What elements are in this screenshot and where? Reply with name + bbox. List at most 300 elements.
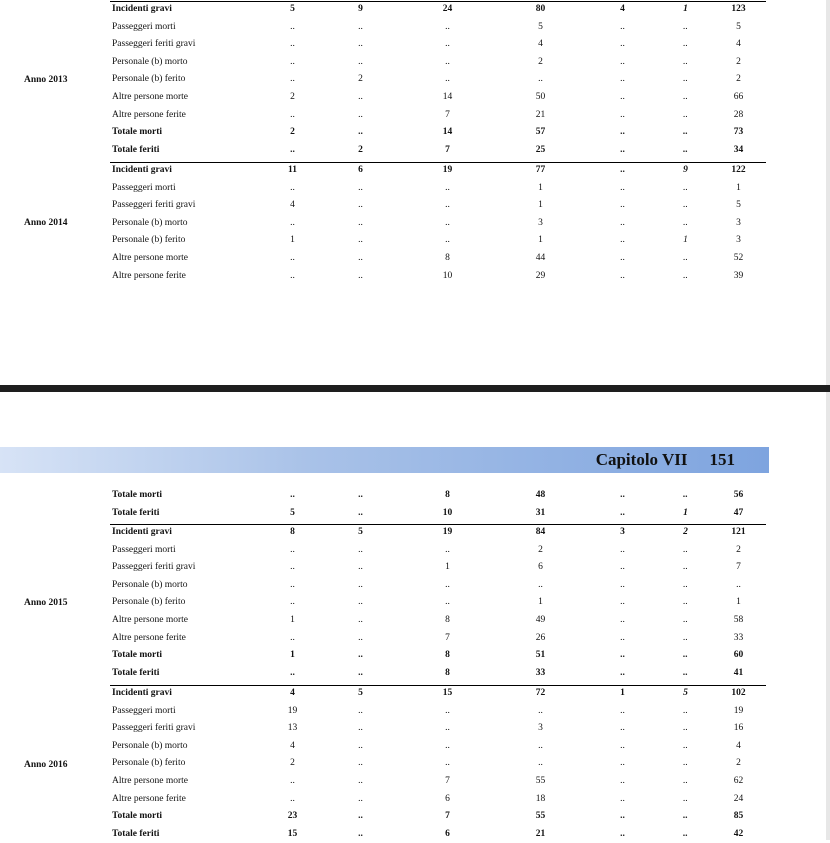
row-label: Passeggeri feriti gravi bbox=[112, 723, 196, 734]
table-row bbox=[0, 107, 830, 124]
table-cell: .. bbox=[290, 562, 295, 573]
table-cell: 1 bbox=[538, 182, 543, 193]
year-label: Anno 2015 bbox=[24, 598, 68, 608]
table-cell: .. bbox=[683, 758, 688, 769]
row-label: Passeggeri feriti gravi bbox=[112, 562, 196, 573]
row-label: Passeggeri morti bbox=[112, 544, 176, 555]
page-separator bbox=[0, 385, 830, 392]
table-cell: 4 bbox=[736, 39, 741, 50]
table-cell: .. bbox=[683, 182, 688, 193]
table-row bbox=[0, 124, 830, 141]
row-label: Personale (b) morto bbox=[112, 217, 188, 228]
table-cell: .. bbox=[620, 217, 625, 228]
table-cell: .. bbox=[445, 56, 450, 67]
table-cell: 73 bbox=[733, 127, 744, 138]
row-label: Incidenti gravi bbox=[112, 688, 172, 698]
table-cell: .. bbox=[620, 597, 625, 608]
row-label: Altre persone ferite bbox=[112, 270, 186, 281]
table-cell: 2 bbox=[358, 144, 363, 155]
table-cell: .. bbox=[445, 39, 450, 50]
table-cell: 25 bbox=[535, 144, 546, 155]
table-cell: 16 bbox=[733, 723, 744, 734]
table-cell: 5 bbox=[290, 4, 295, 14]
table-cell: .. bbox=[290, 793, 295, 804]
row-label: Totale morti bbox=[112, 127, 163, 138]
table-cell: 15 bbox=[287, 828, 298, 839]
table-cell: 1 bbox=[683, 507, 688, 518]
table-cell: 47 bbox=[733, 507, 744, 518]
table-cell: 5 bbox=[358, 527, 363, 537]
table-cell: .. bbox=[620, 74, 625, 85]
table-cell: 2 bbox=[358, 74, 363, 85]
table-row bbox=[0, 542, 830, 559]
row-label: Altre persone ferite bbox=[112, 793, 186, 804]
table-cell: .. bbox=[445, 74, 450, 85]
table-cell: 1 bbox=[683, 235, 688, 246]
table-row bbox=[0, 647, 830, 664]
table-row bbox=[0, 142, 830, 159]
table-cell: 21 bbox=[535, 109, 546, 120]
table-cell: .. bbox=[358, 182, 363, 193]
table-cell: .. bbox=[445, 21, 450, 32]
table-cell: 4 bbox=[620, 4, 625, 14]
table-cell: 8 bbox=[445, 253, 450, 263]
table-cell: 123 bbox=[731, 4, 746, 14]
table-cell: .. bbox=[683, 56, 688, 67]
table-row bbox=[0, 487, 830, 504]
table-cell: .. bbox=[358, 253, 363, 263]
table-cell: .. bbox=[445, 579, 450, 590]
table-cell: .. bbox=[290, 144, 295, 155]
table-row bbox=[0, 524, 830, 541]
table-cell: 7 bbox=[445, 632, 450, 643]
table-cell: 24 bbox=[733, 793, 744, 804]
table-cell: 1 bbox=[290, 235, 295, 246]
table-row bbox=[0, 559, 830, 576]
row-label: Altre persone morte bbox=[112, 776, 188, 786]
table-cell: .. bbox=[683, 579, 688, 590]
table-cell: 23 bbox=[287, 811, 298, 822]
table-cell: 72 bbox=[535, 688, 546, 698]
table-cell: .. bbox=[445, 758, 450, 769]
table-cell: .. bbox=[445, 705, 450, 716]
table-cell: 2 bbox=[290, 92, 295, 102]
table-row bbox=[0, 630, 830, 647]
table-cell: .. bbox=[358, 92, 363, 102]
row-label: Passeggeri morti bbox=[112, 182, 176, 193]
table-cell: .. bbox=[620, 776, 625, 786]
table-cell: 5 bbox=[290, 507, 295, 518]
table-cell: .. bbox=[620, 705, 625, 716]
table-cell: .. bbox=[620, 144, 625, 155]
table-cell: .. bbox=[683, 776, 688, 786]
table-cell: .. bbox=[290, 270, 295, 281]
table-row bbox=[0, 826, 830, 843]
row-label: Totale morti bbox=[112, 490, 163, 500]
table-cell: .. bbox=[358, 740, 363, 751]
table-cell: .. bbox=[620, 615, 625, 625]
table-cell: .. bbox=[358, 270, 363, 281]
table-cell: .. bbox=[538, 740, 543, 751]
table-cell: .. bbox=[358, 39, 363, 50]
table-cell: 1 bbox=[683, 4, 688, 14]
table-cell: .. bbox=[620, 562, 625, 573]
table-cell: 2 bbox=[290, 758, 295, 769]
table-row bbox=[0, 594, 830, 611]
table-cell: .. bbox=[358, 615, 363, 625]
table-cell: .. bbox=[290, 490, 295, 500]
table-cell: 6 bbox=[358, 165, 363, 175]
table-cell: .. bbox=[290, 56, 295, 67]
table-cell: .. bbox=[620, 200, 625, 211]
table-row bbox=[0, 162, 830, 179]
table-cell: .. bbox=[358, 705, 363, 716]
table-row bbox=[0, 755, 830, 772]
table-cell: .. bbox=[358, 200, 363, 211]
row-label: Passeggeri feriti gravi bbox=[112, 200, 196, 211]
table-cell: .. bbox=[358, 127, 363, 138]
table-cell: .. bbox=[683, 144, 688, 155]
table-cell: 84 bbox=[535, 527, 546, 537]
year-label: Anno 2014 bbox=[24, 218, 68, 228]
table-cell: 2 bbox=[736, 544, 741, 555]
row-label: Totale feriti bbox=[112, 144, 160, 155]
table-row bbox=[0, 665, 830, 682]
table-cell: 5 bbox=[736, 200, 741, 211]
table-cell: 19 bbox=[287, 705, 298, 716]
table-cell: .. bbox=[620, 182, 625, 193]
table-cell: 5 bbox=[683, 688, 688, 698]
table-cell: 77 bbox=[535, 165, 546, 175]
table-cell: .. bbox=[620, 579, 625, 590]
table-cell: .. bbox=[445, 740, 450, 751]
table-cell: 7 bbox=[445, 776, 450, 786]
table-cell: 1 bbox=[290, 615, 295, 625]
table-cell: 62 bbox=[733, 776, 744, 786]
table-cell: 5 bbox=[538, 21, 543, 32]
table-cell: 121 bbox=[731, 527, 746, 537]
row-label: Totale feriti bbox=[112, 507, 160, 518]
table-row bbox=[0, 791, 830, 808]
table-cell: .. bbox=[538, 758, 543, 769]
table-cell: .. bbox=[683, 127, 688, 138]
table-cell: .. bbox=[683, 811, 688, 822]
table-row bbox=[0, 808, 830, 825]
table-cell: 10 bbox=[442, 270, 453, 281]
row-label: Passeggeri morti bbox=[112, 705, 176, 716]
table-cell: 1 bbox=[620, 688, 625, 698]
table-cell: 24 bbox=[442, 4, 453, 14]
table-cell: .. bbox=[358, 579, 363, 590]
table-cell: .. bbox=[683, 723, 688, 734]
row-label: Altre persone morte bbox=[112, 253, 188, 263]
table-cell: 5 bbox=[358, 688, 363, 698]
table-row bbox=[0, 180, 830, 197]
table-cell: .. bbox=[445, 544, 450, 555]
table-cell: 9 bbox=[358, 4, 363, 14]
row-label: Altre persone ferite bbox=[112, 109, 186, 120]
table-cell: 3 bbox=[736, 235, 741, 246]
table-cell: .. bbox=[683, 92, 688, 102]
table-cell: .. bbox=[538, 74, 543, 85]
table-cell: .. bbox=[620, 92, 625, 102]
table-cell: 10 bbox=[442, 507, 453, 518]
table-cell: .. bbox=[620, 758, 625, 769]
table-cell: .. bbox=[683, 705, 688, 716]
table-cell: .. bbox=[358, 632, 363, 643]
table-cell: 48 bbox=[535, 490, 546, 500]
table-cell: .. bbox=[620, 723, 625, 734]
table-cell: .. bbox=[358, 828, 363, 839]
table-cell: 3 bbox=[620, 527, 625, 537]
table-cell: .. bbox=[290, 253, 295, 263]
table-cell: .. bbox=[620, 109, 625, 120]
table-cell: 41 bbox=[733, 667, 744, 678]
table-cell: 15 bbox=[442, 688, 453, 698]
table-cell: .. bbox=[538, 579, 543, 590]
row-label: Altre persone morte bbox=[112, 615, 188, 625]
table-cell: 58 bbox=[733, 615, 744, 625]
table-cell: 1 bbox=[538, 200, 543, 211]
table-row bbox=[0, 268, 830, 285]
chapter-title: Capitolo VII bbox=[595, 450, 688, 469]
row-label: Totale feriti bbox=[112, 828, 160, 839]
table-cell: 9 bbox=[683, 165, 688, 175]
table-cell: .. bbox=[683, 109, 688, 120]
chapter-header-text bbox=[596, 447, 735, 473]
table-cell: 3 bbox=[538, 723, 543, 734]
table-cell: 26 bbox=[535, 632, 546, 643]
page-number: 151 bbox=[709, 450, 735, 469]
table-cell: .. bbox=[683, 200, 688, 211]
table-row bbox=[0, 36, 830, 53]
table-cell: 55 bbox=[535, 776, 546, 786]
table-cell: 8 bbox=[290, 527, 295, 537]
table-row bbox=[0, 703, 830, 720]
table-cell: 28 bbox=[733, 109, 744, 120]
table-cell: 19 bbox=[442, 165, 453, 175]
table-cell: .. bbox=[683, 544, 688, 555]
table-cell: 2 bbox=[736, 758, 741, 769]
table-cell: .. bbox=[683, 650, 688, 661]
table-cell: .. bbox=[290, 544, 295, 555]
table-cell: 57 bbox=[535, 127, 546, 138]
table-cell: 6 bbox=[445, 828, 450, 839]
table-cell: 4 bbox=[290, 740, 295, 751]
row-label: Incidenti gravi bbox=[112, 527, 172, 537]
table-cell: 33 bbox=[733, 632, 744, 643]
table-cell: .. bbox=[538, 705, 543, 716]
table-cell: .. bbox=[620, 253, 625, 263]
table-cell: .. bbox=[358, 758, 363, 769]
table-cell: 66 bbox=[733, 92, 744, 102]
row-label: Personale (b) ferito bbox=[112, 758, 186, 769]
table-cell: 4 bbox=[736, 740, 741, 751]
table-cell: 50 bbox=[535, 92, 546, 102]
table-cell: .. bbox=[620, 235, 625, 246]
table-cell: 1 bbox=[290, 650, 295, 661]
table-cell: 85 bbox=[733, 811, 744, 822]
table-row bbox=[0, 197, 830, 214]
row-label: Passeggeri feriti gravi bbox=[112, 39, 196, 50]
table-row bbox=[0, 215, 830, 232]
table-row bbox=[0, 720, 830, 737]
table-cell: .. bbox=[358, 544, 363, 555]
row-label: Personale (b) ferito bbox=[112, 597, 186, 608]
table-cell: .. bbox=[736, 579, 741, 590]
table-cell: .. bbox=[445, 182, 450, 193]
row-label: Totale morti bbox=[112, 650, 163, 661]
row-label: Passeggeri morti bbox=[112, 21, 176, 32]
table-row bbox=[0, 232, 830, 249]
table-cell: .. bbox=[683, 667, 688, 678]
table-cell: 49 bbox=[535, 615, 546, 625]
table-cell: 1 bbox=[538, 597, 543, 608]
table-cell: 55 bbox=[535, 811, 546, 822]
table-cell: 102 bbox=[731, 688, 746, 698]
table-cell: .. bbox=[290, 74, 295, 85]
table-cell: .. bbox=[620, 56, 625, 67]
table-cell: 122 bbox=[731, 165, 746, 175]
table-cell: 33 bbox=[535, 667, 546, 678]
table-cell: .. bbox=[290, 217, 295, 228]
table-cell: .. bbox=[683, 632, 688, 643]
table-cell: 80 bbox=[535, 4, 546, 14]
table-cell: .. bbox=[620, 811, 625, 822]
table-cell: 21 bbox=[535, 828, 546, 839]
table-cell: .. bbox=[683, 615, 688, 625]
table-cell: 14 bbox=[442, 92, 453, 102]
table-cell: 2 bbox=[538, 544, 543, 555]
table-cell: .. bbox=[358, 597, 363, 608]
table-row bbox=[0, 19, 830, 36]
table-cell: .. bbox=[358, 490, 363, 500]
table-cell: 44 bbox=[535, 253, 546, 263]
table-cell: .. bbox=[620, 650, 625, 661]
table-cell: 1 bbox=[736, 597, 741, 608]
table-cell: 7 bbox=[445, 811, 450, 822]
table-cell: 29 bbox=[535, 270, 546, 281]
table-cell: .. bbox=[445, 723, 450, 734]
row-label: Personale (b) ferito bbox=[112, 235, 186, 246]
row-label: Altre persone morte bbox=[112, 92, 188, 102]
table-cell: .. bbox=[358, 667, 363, 678]
table-cell: 7 bbox=[736, 562, 741, 573]
table-cell: 19 bbox=[442, 527, 453, 537]
table-cell: .. bbox=[290, 776, 295, 786]
row-label: Totale feriti bbox=[112, 667, 160, 678]
table-row bbox=[0, 577, 830, 594]
table-cell: .. bbox=[683, 597, 688, 608]
table-cell: 4 bbox=[538, 39, 543, 50]
table-cell: .. bbox=[290, 21, 295, 32]
table-cell: 1 bbox=[736, 182, 741, 193]
table-cell: .. bbox=[620, 544, 625, 555]
row-label: Altre persone ferite bbox=[112, 632, 186, 643]
table-cell: 19 bbox=[733, 705, 744, 716]
year-label: Anno 2013 bbox=[24, 75, 68, 85]
row-label: Incidenti gravi bbox=[112, 165, 172, 175]
table-cell: 11 bbox=[288, 165, 297, 175]
table-cell: .. bbox=[683, 253, 688, 263]
table-row bbox=[0, 773, 830, 790]
table-cell: .. bbox=[620, 740, 625, 751]
row-label: Personale (b) ferito bbox=[112, 74, 186, 85]
row-label: Incidenti gravi bbox=[112, 4, 172, 14]
table-row bbox=[0, 612, 830, 629]
table-row bbox=[0, 89, 830, 106]
table-cell: .. bbox=[358, 109, 363, 120]
table-cell: .. bbox=[620, 39, 625, 50]
table-cell: .. bbox=[683, 39, 688, 50]
table-cell: .. bbox=[620, 632, 625, 643]
table-cell: .. bbox=[290, 632, 295, 643]
chapter-header-band bbox=[0, 447, 769, 473]
table-cell: 52 bbox=[733, 253, 744, 263]
table-cell: 2 bbox=[683, 527, 688, 537]
table-cell: .. bbox=[358, 56, 363, 67]
table-cell: .. bbox=[358, 21, 363, 32]
table-cell: 34 bbox=[733, 144, 744, 155]
table-cell: .. bbox=[683, 217, 688, 228]
table-cell: .. bbox=[620, 270, 625, 281]
table-cell: 7 bbox=[445, 144, 450, 155]
table-cell: .. bbox=[445, 200, 450, 211]
table-cell: .. bbox=[358, 235, 363, 246]
table-cell: 5 bbox=[736, 21, 741, 32]
table-cell: .. bbox=[683, 793, 688, 804]
table-cell: 8 bbox=[445, 615, 450, 625]
table-cell: 8 bbox=[445, 650, 450, 661]
table-cell: .. bbox=[683, 21, 688, 32]
table-cell: 3 bbox=[538, 217, 543, 228]
row-label: Personale (b) morto bbox=[112, 740, 188, 751]
table-cell: 2 bbox=[290, 127, 295, 138]
table-row bbox=[0, 505, 830, 522]
table-cell: 1 bbox=[538, 235, 543, 246]
table-cell: .. bbox=[620, 490, 625, 500]
table-cell: 7 bbox=[445, 109, 450, 120]
table-cell: 42 bbox=[733, 828, 744, 839]
table-cell: .. bbox=[445, 235, 450, 246]
table-cell: .. bbox=[620, 21, 625, 32]
table-cell: .. bbox=[290, 109, 295, 120]
table-cell: .. bbox=[290, 667, 295, 678]
table-cell: .. bbox=[683, 490, 688, 500]
table-cell: 3 bbox=[736, 217, 741, 228]
table-cell: .. bbox=[683, 562, 688, 573]
year-label: Anno 2016 bbox=[24, 760, 68, 770]
row-label: Personale (b) morto bbox=[112, 56, 188, 67]
table-cell: .. bbox=[683, 74, 688, 85]
table-cell: 31 bbox=[535, 507, 546, 518]
table-cell: 13 bbox=[287, 723, 298, 734]
table-cell: .. bbox=[620, 793, 625, 804]
table-cell: 14 bbox=[442, 127, 453, 138]
table-cell: .. bbox=[290, 579, 295, 590]
table-cell: 60 bbox=[733, 650, 744, 661]
table-cell: 1 bbox=[445, 562, 450, 573]
table-cell: .. bbox=[358, 811, 363, 822]
table-cell: .. bbox=[358, 723, 363, 734]
table-row bbox=[0, 685, 830, 702]
table-row bbox=[0, 1, 830, 18]
table-cell: 56 bbox=[733, 490, 744, 500]
table-cell: .. bbox=[620, 667, 625, 678]
table-cell: .. bbox=[683, 740, 688, 751]
table-cell: .. bbox=[620, 127, 625, 138]
table-cell: .. bbox=[683, 828, 688, 839]
